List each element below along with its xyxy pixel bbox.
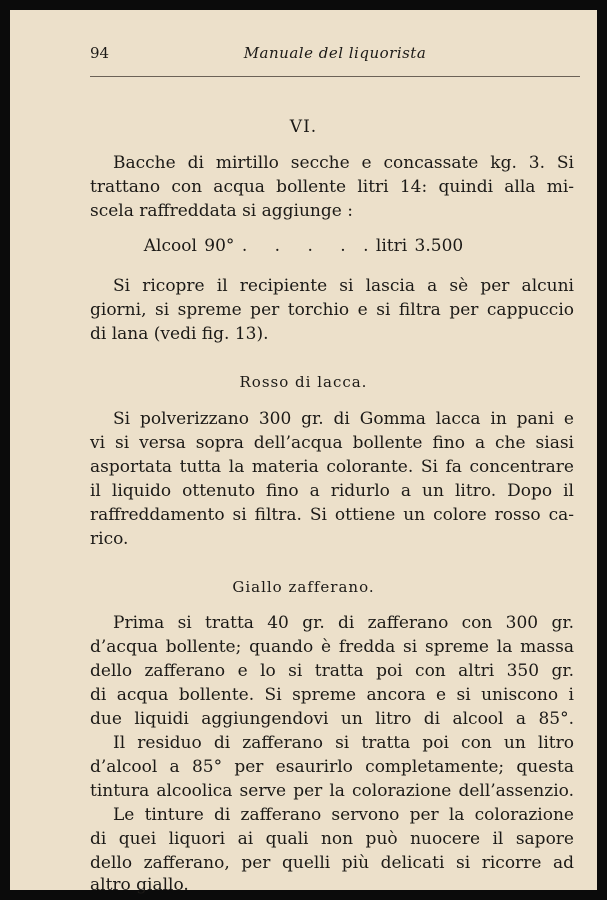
paragraph-line: d’alcool a 85° per esaurirlo completamente; questa bbox=[90, 757, 574, 777]
paragraph-line: vi si versa sopra dell’acqua bollente fino a che siasi bbox=[90, 433, 574, 453]
paragraph-line: di quei liquori ai quali non può nuocere il sapore bbox=[90, 829, 574, 849]
running-header bbox=[90, 44, 580, 68]
paragraph-line: di lana (vedi fig. 13). bbox=[90, 324, 269, 344]
section-heading-giallo: Giallo zafferano. bbox=[232, 578, 375, 596]
paragraph-line: raffreddamento si filtra. Si ottiene un colore rosso ca- bbox=[90, 505, 574, 525]
paragraph-line: d’acqua bollente; quando è fredda si spreme la massa bbox=[90, 637, 574, 657]
page-number: 94 bbox=[90, 44, 110, 62]
paragraph-line: altro giallo. bbox=[90, 875, 189, 895]
paragraph-line: Prima si tratta 40 gr. di zafferano con 300 gr. bbox=[113, 613, 574, 633]
recipe-formula bbox=[0, 234, 607, 258]
paragraph-line: Si polverizzano 300 gr. di Gomma lacca in pani e bbox=[113, 409, 574, 429]
formula-quantity: . litri 3.500 bbox=[363, 236, 464, 256]
paragraph-line: tintura alcoolica serve per la colorazione dell’assenzio. bbox=[90, 781, 574, 801]
paragraph-line: giorni, si spreme per torchio e si filtra per cappuccio bbox=[90, 300, 574, 320]
paragraph-line: Le tinture di zafferano servono per la colorazione bbox=[113, 805, 574, 825]
paragraph-line: asportata tutta la materia colorante. Si fa concentrare bbox=[90, 457, 574, 477]
paragraph-line: due liquidi aggiungendovi un litro di alcool a 85°. bbox=[90, 709, 574, 729]
paragraph-line: Bacche di mirtillo secche e concassate kg. 3. Si bbox=[113, 153, 574, 173]
paragraph-line: Il residuo di zafferano si tratta poi con un litro bbox=[113, 733, 574, 753]
section-numeral: VI. bbox=[289, 117, 318, 137]
paragraph-line: dello zafferano e lo si tratta poi con altri 350 gr. bbox=[90, 661, 574, 681]
paragraph-line: il liquido ottenuto fino a ridurlo a un litro. Dopo il bbox=[90, 481, 574, 501]
section-heading-rosso: Rosso di lacca. bbox=[239, 373, 368, 391]
paragraph-line: Si ricopre il recipiente si lascia a sè per alcuni bbox=[113, 276, 574, 296]
formula-dots: . . . . bbox=[241, 236, 356, 256]
paragraph-line: di acqua bollente. Si spreme ancora e si uniscono i bbox=[90, 685, 574, 705]
paragraph-line: trattano con acqua bollente litri 14: quindi alla mi- bbox=[90, 177, 574, 197]
header-rule bbox=[90, 76, 580, 77]
paragraph-line: dello zafferano, per quelli più delicati si ricorre ad bbox=[90, 853, 574, 873]
paragraph-line: scela raffreddata si aggiunge : bbox=[90, 201, 353, 221]
paragraph-line: rico. bbox=[90, 529, 129, 549]
formula-item: Alcool 90° bbox=[143, 236, 235, 256]
running-title: Manuale del liquorista bbox=[243, 44, 427, 62]
